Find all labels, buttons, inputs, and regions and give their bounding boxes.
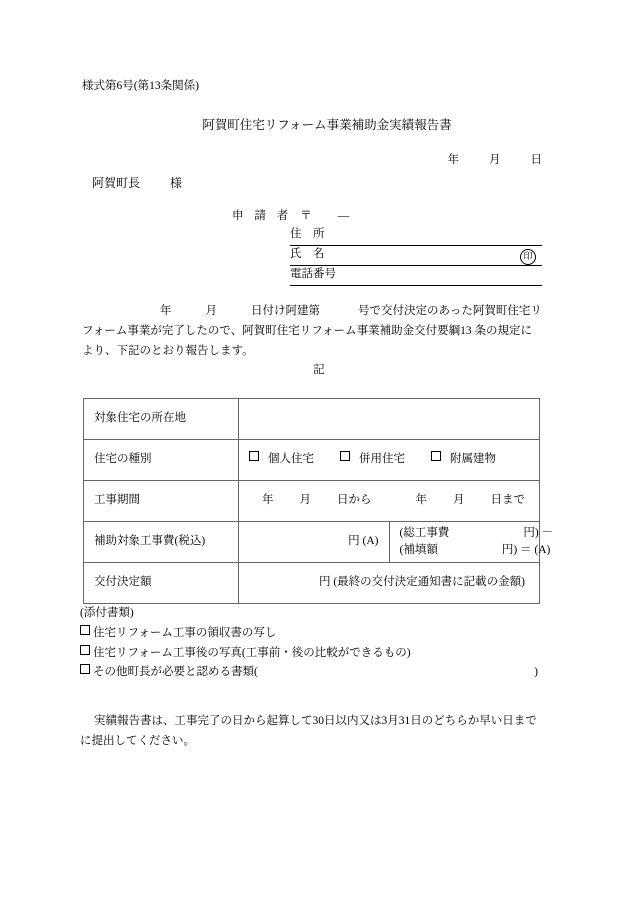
form-number: 様式第6号(第13条関係) [82,80,199,92]
cost-total-line [399,525,554,542]
footer-note [80,712,542,752]
row-label-house-type: 住宅の種別 [84,440,239,481]
checkbox-label: 併用住宅 [359,453,405,466]
cost-offset-line [399,542,551,559]
seal-icon: 印 [520,249,536,265]
page-title: 阿賀町住宅リフォーム事業補助金実績報告書 [202,118,452,132]
attachment-item-other[interactable] [80,663,550,683]
row-value-period[interactable] [239,481,540,522]
footer-note-line1: 実績報告書は、工事完了の日から起算して30日以内又は3月31日のどちらか早い日まで [94,715,537,727]
report-table [83,398,554,604]
period-from-year: 年 [262,494,274,507]
cost-calculation[interactable] [389,522,554,563]
ki-marker: 記 [313,364,325,376]
attachments-section [80,604,550,683]
footer-note-line2: に提出してください。 [80,734,195,747]
name-field-label: 氏 名 [290,248,325,260]
attachment-other-close-paren: ) [534,666,538,679]
checkbox-icon[interactable] [80,645,90,655]
attachment-label: 住宅リフォーム工事後の写真(工事前・後の比較ができるもの) [93,646,411,659]
body-line1-tail: 号で交付決定のあった阿賀町住宅リ [358,305,542,317]
postal-dash: — [337,210,350,222]
cost-offset-label: (補填額 [399,544,438,556]
date-year: 年 [447,154,459,166]
table-row [84,399,540,440]
table-row [84,563,540,604]
row-label-grant: 交付決定額 [84,563,239,604]
period-to-day: 日まで [490,494,525,507]
attachment-label: 住宅リフォーム工事の領収書の写し [93,626,277,639]
body-year: 年 [160,305,172,317]
attachment-item-photo[interactable] [80,644,550,664]
address-field[interactable] [290,226,542,246]
period-to-month: 月 [453,494,465,507]
applicant-label-line [232,208,542,226]
checkbox-icon[interactable] [80,625,90,635]
date-day: 日 [530,154,542,166]
name-field[interactable] [290,246,542,266]
cost-total-label: (総工事費 [399,527,450,540]
table-row [84,481,540,522]
addressee [92,174,182,193]
cost-offset-unit: 円) ＝ (A) [501,544,551,556]
checkbox-label: 個人住宅 [268,453,314,466]
postal-mark-icon: 〒 [300,210,312,222]
checkbox-option-combined[interactable] [340,453,405,465]
body-decision-text: 日付け阿建第 [251,305,320,317]
body-paragraph [82,302,542,361]
checkbox-option-private[interactable] [249,453,314,465]
attachments-heading: (添付書類) [80,607,134,619]
table-row [84,440,540,481]
attachment-item-receipt[interactable] [80,624,550,644]
date-line [0,152,630,170]
cost-subsidized-amount[interactable]: 円 (A) [239,522,390,563]
row-value-house-type [239,440,540,481]
addressee-honorific: 様 [170,176,183,190]
checkbox-icon[interactable] [249,451,259,461]
row-label-cost: 補助対象工事費(税込) [84,522,239,563]
period-to-year: 年 [415,494,427,507]
cost-total-unit: 円) － [523,527,554,540]
body-month: 月 [205,305,217,317]
attachment-label: その他町長が必要と認める書類( [93,666,258,679]
addressee-name: 阿賀町長 [92,176,141,190]
date-month: 月 [489,154,501,166]
address-field-label: 住 所 [290,228,325,240]
row-value-location[interactable] [239,399,540,440]
phone-field[interactable] [290,266,542,286]
applicant-block [232,208,542,286]
row-label-location: 対象住宅の所在地 [84,399,239,440]
row-label-period: 工事期間 [84,481,239,522]
checkbox-option-annex[interactable] [431,453,496,465]
checkbox-label: 附属建物 [450,453,496,466]
phone-field-label: 電話番号 [290,268,336,280]
period-from-month: 月 [299,494,311,507]
checkbox-icon[interactable] [340,451,350,461]
body-line3: より、下記のとおり報告します。 [82,344,254,357]
table-row [84,522,540,563]
row-value-grant[interactable]: 円 (最終の交付決定通知書に記載の金額) [239,563,540,604]
checkbox-icon[interactable] [80,664,90,674]
body-line2: フォーム事業が完了したので、阿賀町住宅リフォーム事業補助金交付要綱13 条の規定に [82,324,532,337]
applicant-label: 申 請 者 [232,210,293,222]
checkbox-icon[interactable] [431,451,441,461]
period-from-day: 日から [337,494,372,507]
